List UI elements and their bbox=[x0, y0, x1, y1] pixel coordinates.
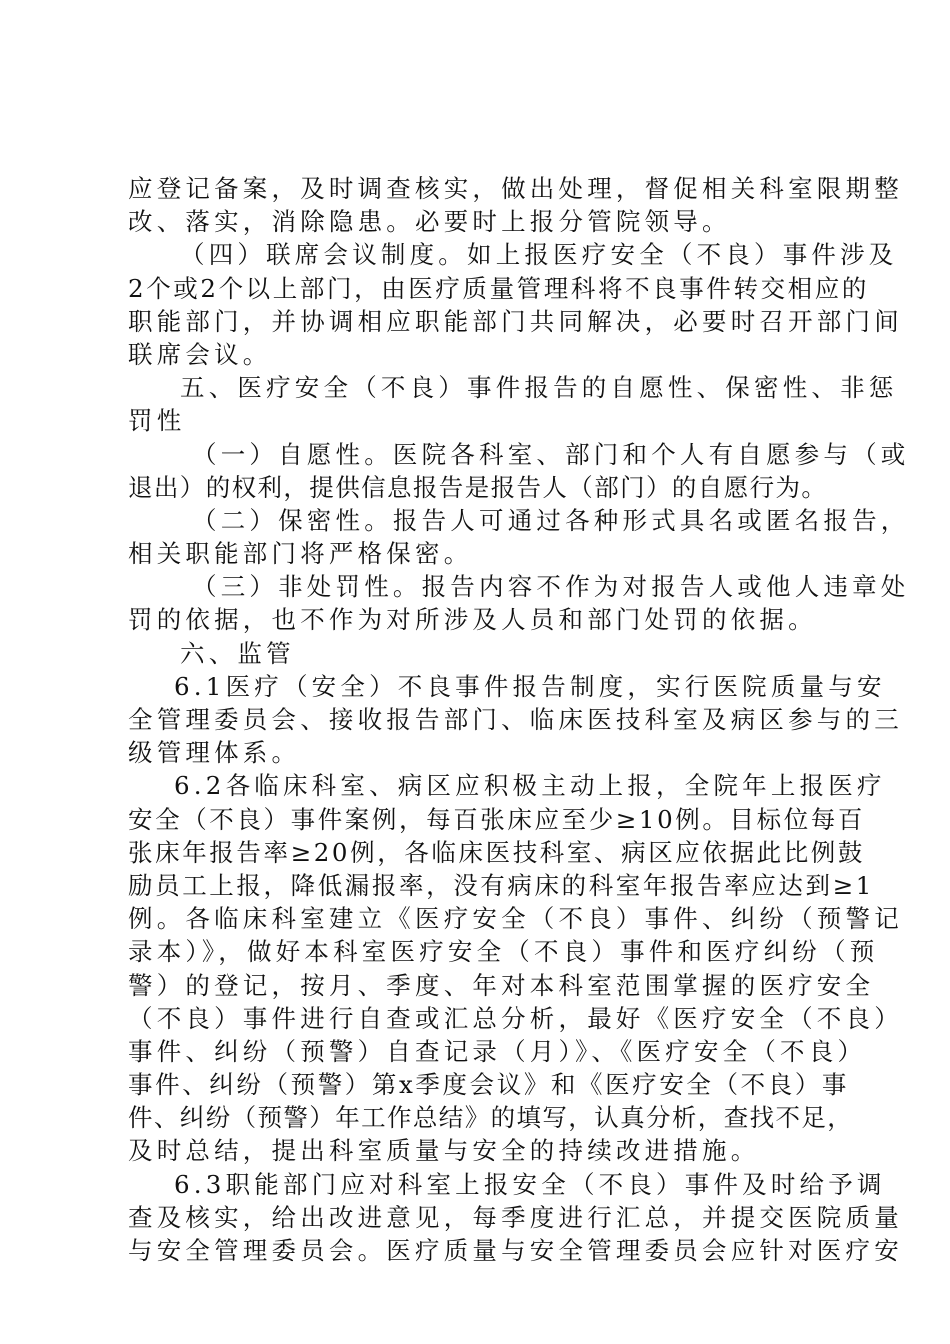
body-line: 张床年报告率≥20例，各临床医技科室、病区应依据此比例鼓 bbox=[128, 837, 866, 867]
body-line: 励员工上报，降低漏报率，没有病床的科室年报告率应达到≥1 bbox=[128, 870, 874, 900]
body-line: 6.1医疗（安全）不良事件报告制度，实行医院质量与安 bbox=[174, 671, 886, 701]
body-line: （二）保密性。报告人可通过各种形式具名或匿名报告， bbox=[192, 505, 910, 535]
body-line: 例。各临床科室建立《医疗安全（不良）事件、纠纷（预警记 bbox=[128, 904, 903, 934]
document-body bbox=[128, 172, 910, 1267]
body-line: 事件、纠纷（预警）第x季度会议》和《医疗安全（不良）事 bbox=[128, 1070, 850, 1100]
body-line: 与安全管理委员会。医疗质量与安全管理委员会应针对医疗安 bbox=[128, 1236, 903, 1265]
body-line: 件、纠纷（预警）年工作总结》的填写，认真分析，查找不足， bbox=[128, 1103, 854, 1133]
body-line: 退出）的权利，提供信息报告是报告人（部门）的自愿行为。 bbox=[128, 472, 828, 502]
body-line: 全管理委员会、接收报告部门、临床医技科室及病区参与的三 bbox=[128, 705, 903, 734]
body-line: 相关职能部门将严格保密。 bbox=[128, 539, 473, 569]
body-line: 6.2各临床科室、病区应积极主动上报，全院年上报医疗 bbox=[174, 771, 886, 801]
section-heading: 五、医疗安全（不良）事件报告的自愿性、保密性、非惩 bbox=[180, 373, 898, 403]
body-line: 6.3职能部门应对科室上报安全（不良）事件及时给予调 bbox=[174, 1169, 886, 1199]
body-line: 罚的依据，也不作为对所涉及人员和部门处罚的依据。 bbox=[128, 605, 817, 635]
body-line: 查及核实，给出改进意见，每季度进行汇总，并提交医院质量 bbox=[128, 1202, 903, 1232]
body-line: （四）联席会议制度。如上报医疗安全（不良）事件涉及 bbox=[180, 240, 898, 270]
section-heading-cont: 罚性 bbox=[128, 406, 186, 436]
body-line: （一）自愿性。医院各科室、部门和个人有自愿参与（或 bbox=[192, 439, 910, 469]
body-line: 录本）》，做好本科室医疗安全（不良）事件和医疗纠纷（预 bbox=[128, 937, 879, 967]
body-line: 改、落实，消除隐患。必要时上报分管院领导。 bbox=[128, 207, 731, 237]
body-line: 及时总结，提出科室质量与安全的持续改进措施。 bbox=[128, 1136, 760, 1166]
body-line: 职能部门，并协调相应职能部门共同解决，必要时召开部门间 bbox=[128, 306, 903, 336]
body-line: 警）的登记，按月、季度、年对本科室范围掌握的医疗安全 bbox=[128, 970, 875, 1000]
body-line: （不良）事件进行自查或汇总分析，最好《医疗安全（不良） bbox=[128, 1003, 903, 1033]
body-line: 安全（不良）事件案例，每百张床应至少≥10例。目标位每百 bbox=[128, 804, 866, 834]
body-line: （三）非处罚性。报告内容不作为对报告人或他人违章处 bbox=[192, 572, 910, 602]
body-line: 联席会议。 bbox=[128, 339, 272, 369]
body-line: 应登记备案，及时调查核实，做出处理，督促相关科室限期整 bbox=[128, 174, 903, 203]
body-line: 2个或2个以上部门，由医疗质量管理科将不良事件转交相应的 bbox=[128, 273, 869, 303]
section-heading: 六、监管 bbox=[180, 638, 295, 668]
body-line: 事件、纠纷（预警）自查记录（月）》、《医疗安全（不良） bbox=[128, 1036, 867, 1066]
body-line: 级管理体系。 bbox=[128, 738, 301, 768]
